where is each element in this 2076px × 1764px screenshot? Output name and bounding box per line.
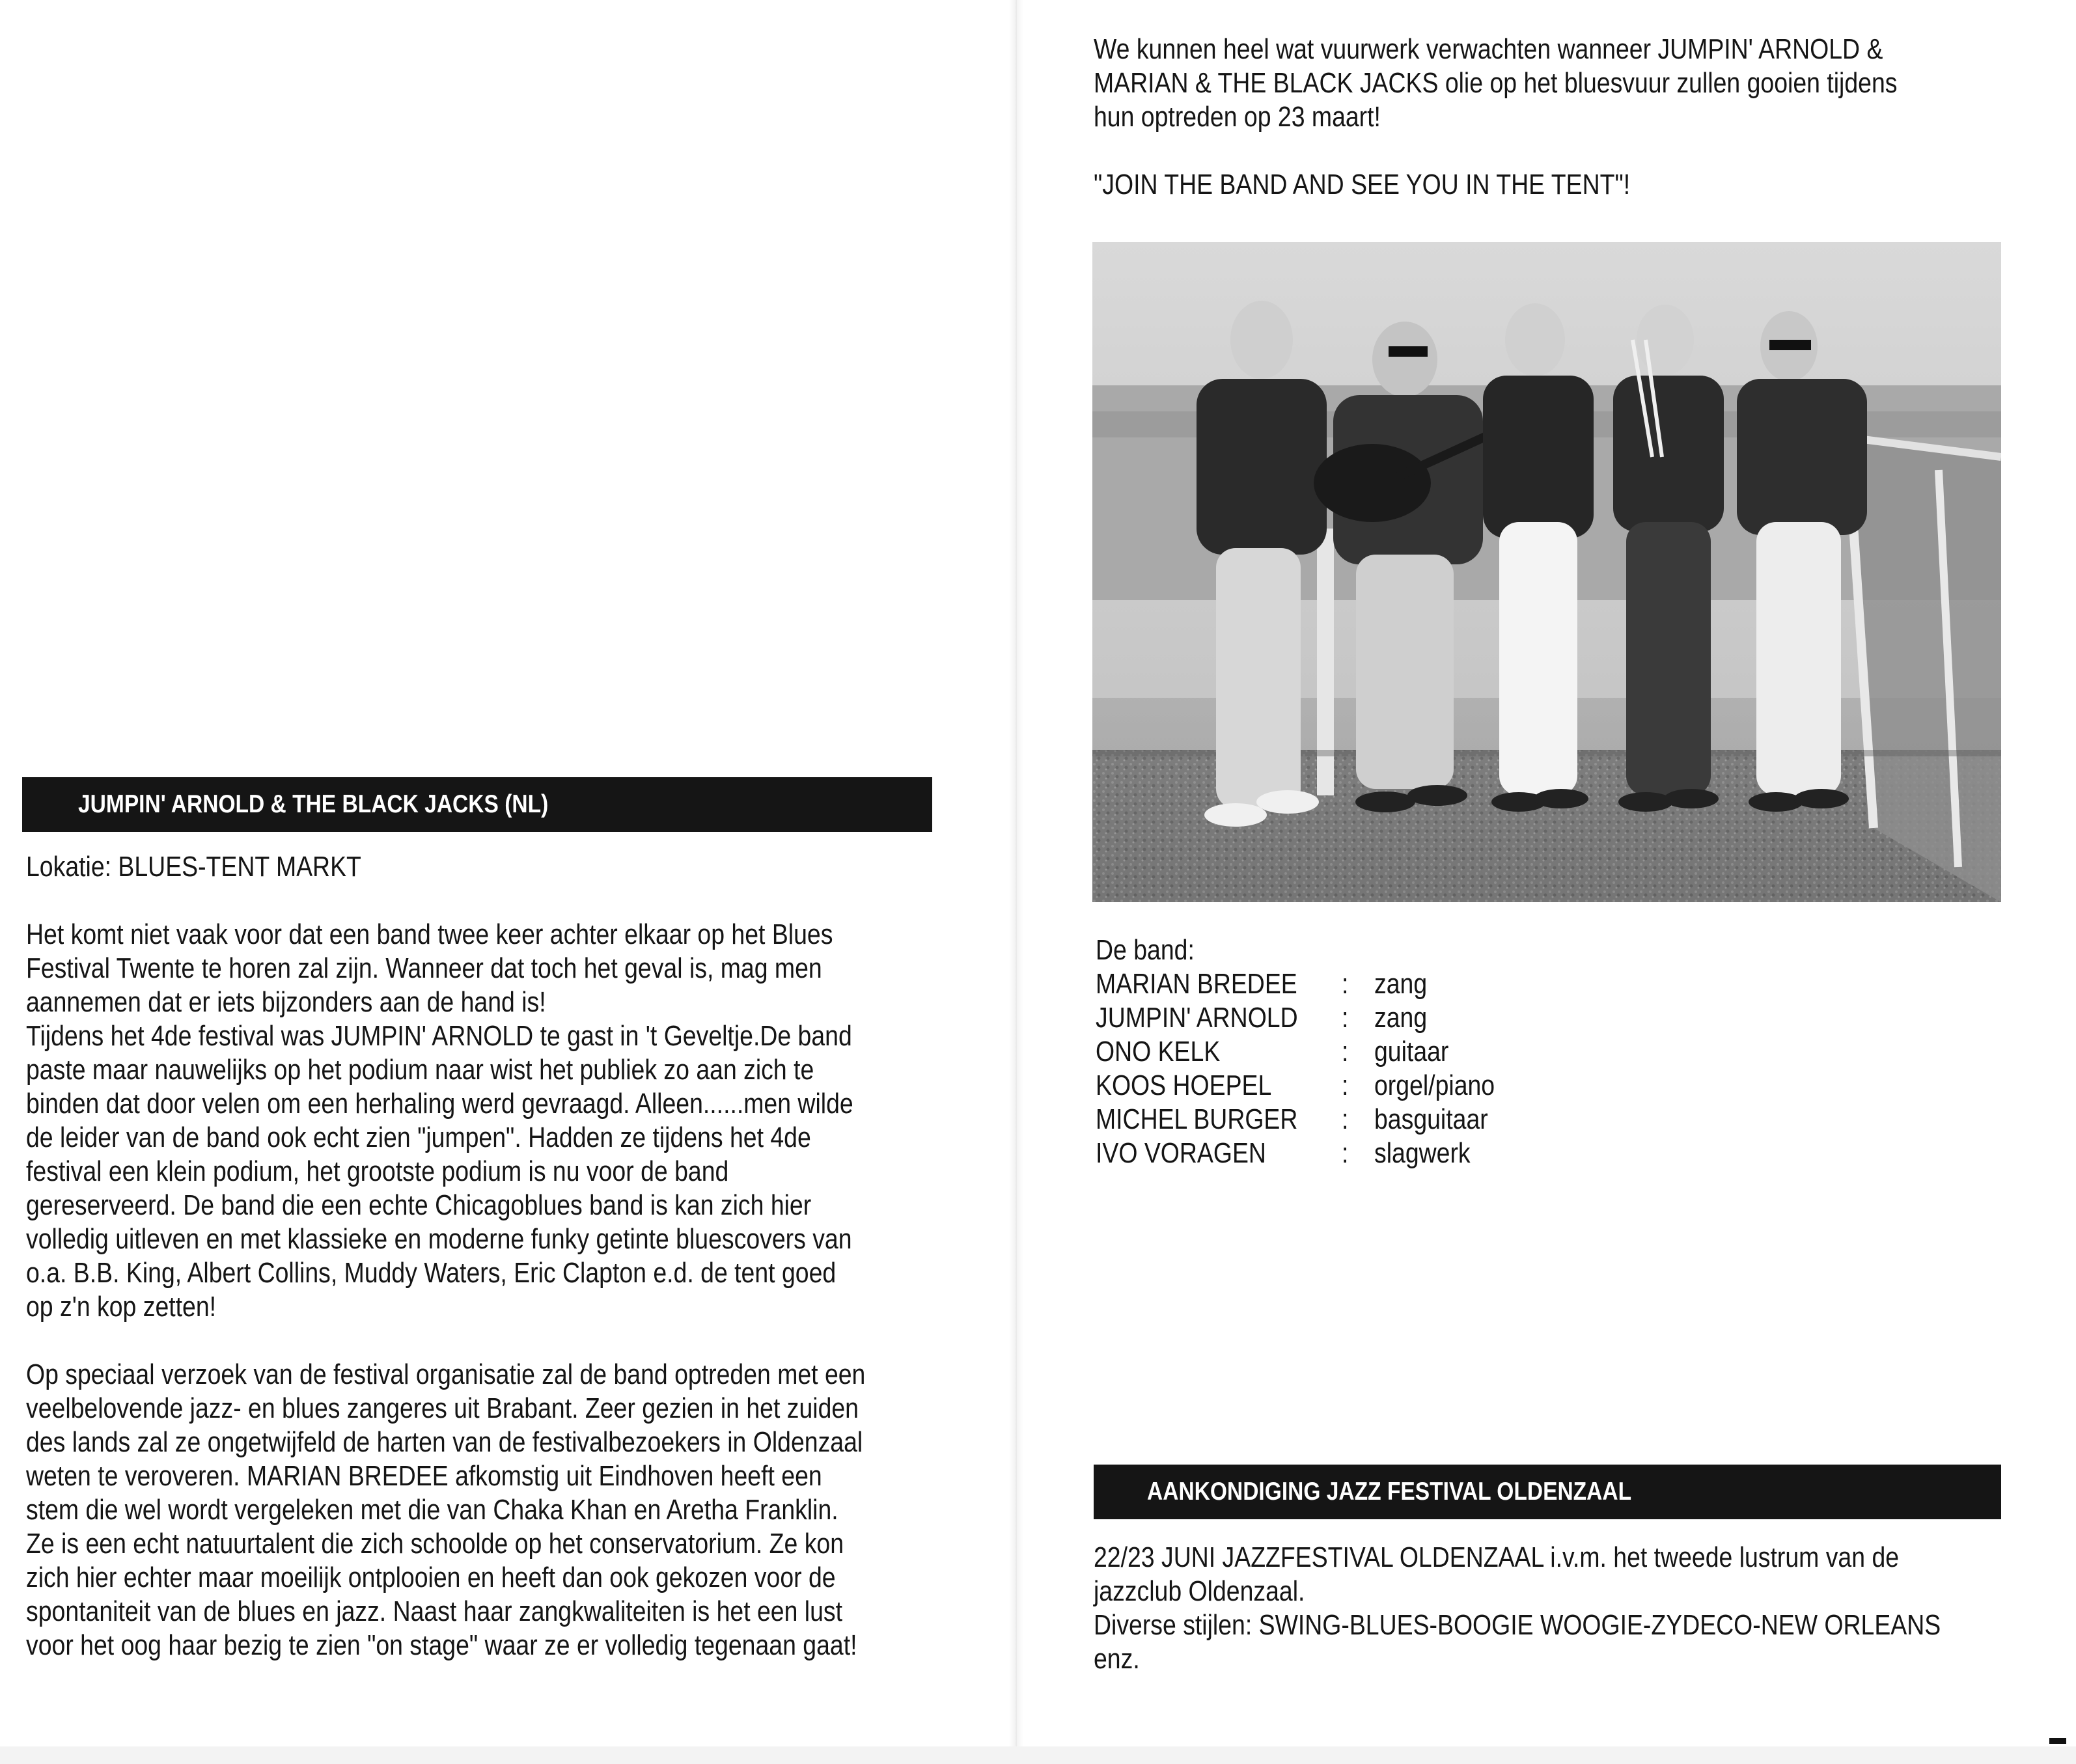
article-line: binden dat door velen om een herhaling werd gevraagd. Alleen......men wilde <box>26 1088 853 1120</box>
announcement-heading-text: AANKONDIGING JAZZ FESTIVAL OLDENZAAL <box>1147 1478 1632 1506</box>
announcement-line: jazzclub Oldenzaal. <box>1094 1576 1305 1607</box>
article-line: des lands zal ze ongetwijfeld de harten van de festivalbezoekers in Oldenzaal <box>26 1427 863 1458</box>
member-name: IVO VORAGEN <box>1096 1138 1266 1169</box>
member-role: zang <box>1374 969 1428 1000</box>
article-line: Tijdens het 4de festival was JUMPIN' ARNOLD te gast in 't Geveltje.De band <box>26 1021 852 1052</box>
member-role: orgel/piano <box>1374 1070 1495 1101</box>
announcement-line: 22/23 JUNI JAZZFESTIVAL OLDENZAAL i.v.m. het tweede lustrum van de <box>1094 1542 1900 1573</box>
corner-mark <box>2049 1738 2066 1744</box>
announcement-line: enz. <box>1094 1644 1140 1675</box>
article-line: Op speciaal verzoek van de festival organisatie zal de band optreden met een <box>26 1359 866 1390</box>
location-line: Lokatie: BLUES-TENT MARKT <box>26 851 361 883</box>
member-separator: : <box>1342 1036 1349 1068</box>
member-role: guitaar <box>1374 1036 1449 1068</box>
article-line: de leider van de band ook echt zien "jumpen". Hadden ze tijdens het 4de <box>26 1122 811 1153</box>
member-name: MICHEL BURGER <box>1096 1104 1298 1135</box>
member-name: KOOS HOEPEL <box>1096 1070 1272 1101</box>
member-name: JUMPIN' ARNOLD <box>1096 1002 1298 1034</box>
member-role: slagwerk <box>1374 1138 1471 1169</box>
band-member-row <box>1096 1001 1428 1035</box>
band-members <box>1096 933 1495 1170</box>
announcement-line: Diverse stijlen: SWING-BLUES-BOOGIE WOOGIE-ZYDECO-NEW ORLEANS <box>1094 1610 1941 1641</box>
article-line: gereserveerd. De band die een echte Chicagoblues band is kan zich hier <box>26 1190 812 1221</box>
band-photo-illustration <box>1092 242 2001 902</box>
intro-line: We kunnen heel wat vuurwerk verwachten wanneer JUMPIN' ARNOLD & <box>1094 34 1883 65</box>
article-line: zich hier echter maar moeilijk ontplooien en heeft dan ook gekozen voor de <box>26 1562 836 1593</box>
article-line: spontaniteit van de blues en jazz. Naast haar zangkwaliteiten is het een lust <box>26 1596 843 1627</box>
article-line: Ze is een echt natuurtalent die zich schoolde op het conservatorium. Ze kon <box>26 1528 844 1560</box>
page-bottom-edge <box>0 1746 2076 1764</box>
member-separator: : <box>1342 1002 1349 1034</box>
band-member-row <box>1096 1137 1471 1170</box>
member-role: zang <box>1374 1002 1428 1034</box>
member-separator: : <box>1342 1138 1349 1169</box>
band-heading-text: JUMPIN' ARNOLD & THE BLACK JACKS (NL) <box>78 790 549 818</box>
intro-line: hun optreden op 23 maart! <box>1094 102 1381 133</box>
right-intro <box>1094 33 1897 202</box>
band-member-row <box>1096 1069 1495 1103</box>
article-line: volledig uitleven en met klassieke en moderne funky getinte bluescovers van <box>26 1224 852 1255</box>
band-member-row <box>1096 1035 1449 1069</box>
article-line: stem die wel wordt vergeleken met die van Chaka Khan en Aretha Franklin. <box>26 1495 838 1526</box>
article-line: aannemen dat er iets bijzonders aan de hand is! <box>26 987 546 1018</box>
member-separator: : <box>1342 1070 1349 1101</box>
band-member-row <box>1096 1103 1488 1137</box>
article-line: op z'n kop zetten! <box>26 1291 217 1323</box>
left-article <box>26 850 865 1662</box>
band-photo <box>1092 242 2001 902</box>
article-line: voor het oog haar bezig te zien "on stage" waar ze er volledig tegenaan gaat! <box>26 1630 857 1661</box>
announcement-heading <box>1094 1465 2001 1519</box>
article-line: paste maar nauwelijks op het podium naar wist het publiek zo aan zich te <box>26 1054 814 1086</box>
member-name: MARIAN BREDEE <box>1096 969 1297 1000</box>
band-heading <box>22 777 932 832</box>
article-line: veelbelovende jazz- en blues zangeres uit Brabant. Zeer gezien in het zuiden <box>26 1393 859 1424</box>
member-role: basguitaar <box>1374 1104 1488 1135</box>
article-line: festival een klein podium, het grootste podium is nu voor de band <box>26 1156 729 1187</box>
member-name: ONO KELK <box>1096 1036 1221 1068</box>
intro-line: MARIAN & THE BLACK JACKS olie op het bluesvuur zullen gooien tijdens <box>1094 68 1898 99</box>
article-line: o.a. B.B. King, Albert Collins, Muddy Waters, Eric Clapton e.d. de tent goed <box>26 1258 837 1289</box>
member-separator: : <box>1342 1104 1349 1135</box>
article-line: weten te veroveren. MARIAN BREDEE afkomstig uit Eindhoven heeft een <box>26 1461 822 1492</box>
article-line: Het komt niet vaak voor dat een band twee keer achter elkaar op het Blues <box>26 919 833 950</box>
announcement-text <box>1094 1541 1941 1676</box>
slogan: "JOIN THE BAND AND SEE YOU IN THE TENT"! <box>1094 169 1631 200</box>
article-line: Festival Twente te horen zal zijn. Wanneer dat toch het geval is, mag men <box>26 953 822 984</box>
band-member-row <box>1096 967 1428 1001</box>
member-separator: : <box>1342 969 1349 1000</box>
band-list-title: De band: <box>1096 935 1195 966</box>
page-gutter <box>1009 0 1023 1764</box>
